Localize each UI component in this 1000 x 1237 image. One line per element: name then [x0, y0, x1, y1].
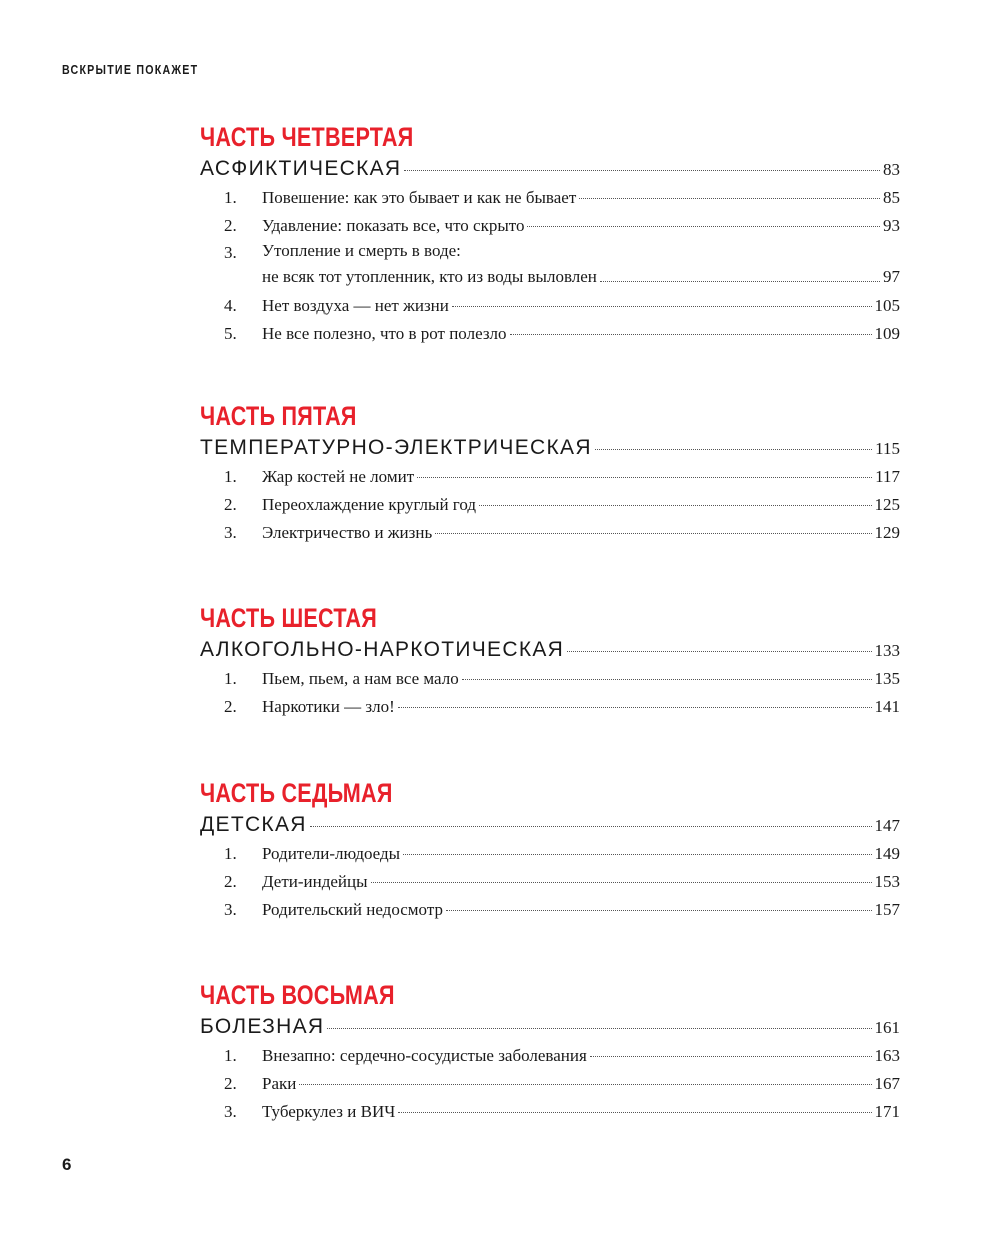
dot-leader — [398, 707, 872, 708]
toc-part — [200, 980, 900, 1126]
toc-chapter-entry[interactable] — [200, 665, 900, 693]
dot-leader — [435, 533, 871, 534]
chapter-number: 4. — [224, 296, 237, 315]
toc-chapter-entry[interactable] — [200, 1042, 900, 1070]
toc-section-entry[interactable] — [200, 810, 900, 840]
dot-leader — [510, 334, 872, 335]
chapter-title: Нет воздуха — нет жизни — [262, 296, 449, 315]
chapter-page-number: 97 — [883, 267, 900, 286]
toc-chapter-entry[interactable] — [200, 896, 900, 924]
toc-chapter-entry[interactable] — [200, 491, 900, 519]
part-label: ЧАСТЬ ЧЕТВЕРТАЯ — [200, 122, 414, 152]
part-label: ЧАСТЬ СЕДЬМАЯ — [200, 778, 393, 808]
page-number: 6 — [62, 1155, 72, 1174]
dot-leader — [590, 1056, 872, 1057]
toc-part — [200, 603, 900, 721]
section-title: АСФИКТИЧЕСКАЯ — [200, 157, 402, 180]
chapter-title — [262, 238, 597, 290]
chapter-number: 2. — [224, 495, 237, 514]
dot-leader — [371, 882, 872, 883]
chapter-number: 5. — [224, 324, 237, 343]
section-title: АЛКОГОЛЬНО-НАРКОТИЧЕСКАЯ — [200, 638, 565, 661]
part-label: ЧАСТЬ ВОСЬМАЯ — [200, 980, 395, 1010]
chapter-number: 1. — [224, 188, 237, 207]
section-page-number: 161 — [874, 1018, 900, 1037]
dot-leader — [479, 505, 871, 506]
section-page-number: 83 — [883, 160, 900, 179]
section-title: БОЛЕЗНАЯ — [200, 1015, 325, 1038]
toc-part — [200, 122, 900, 348]
dot-leader — [579, 198, 880, 199]
toc-chapter-entry[interactable] — [200, 292, 900, 320]
chapter-title: Раки — [262, 1074, 297, 1093]
toc-section-entry[interactable] — [200, 433, 900, 463]
dot-leader — [310, 826, 872, 827]
toc-chapter-entry[interactable] — [200, 320, 900, 348]
toc-section-entry[interactable] — [200, 635, 900, 665]
section-page-number: 133 — [874, 641, 900, 660]
chapter-page-number: 167 — [874, 1074, 900, 1093]
part-label: ЧАСТЬ ПЯТАЯ — [200, 401, 357, 431]
chapter-number: 3. — [224, 523, 237, 542]
toc-chapter-entry[interactable] — [200, 240, 900, 292]
chapter-title: Наркотики — зло! — [262, 697, 395, 716]
part-label: ЧАСТЬ ШЕСТАЯ — [200, 603, 378, 633]
dot-leader — [595, 449, 872, 450]
dot-leader — [452, 306, 872, 307]
chapter-page-number: 141 — [874, 697, 900, 716]
chapter-title: Пьем, пьем, а нам все мало — [262, 669, 459, 688]
chapter-title: Туберкулез и ВИЧ — [262, 1102, 396, 1121]
chapter-page-number: 109 — [874, 324, 900, 343]
chapter-number: 2. — [224, 872, 237, 891]
chapter-number: 2. — [224, 697, 237, 716]
chapter-number: 3. — [224, 1102, 237, 1121]
toc-section-entry[interactable] — [200, 1012, 900, 1042]
chapter-title: Не все полезно, что в рот полезло — [262, 324, 507, 343]
toc-section-entry[interactable] — [200, 154, 900, 184]
chapter-number: 2. — [224, 1074, 237, 1093]
dot-leader — [462, 679, 872, 680]
chapter-page-number: 93 — [883, 216, 900, 235]
toc-chapter-entry[interactable] — [200, 693, 900, 721]
section-title: ДЕТСКАЯ — [200, 813, 307, 836]
toc-chapter-entry[interactable] — [200, 184, 900, 212]
running-head: ВСКРЫТИЕ ПОКАЖЕТ — [62, 62, 199, 77]
toc-part — [200, 401, 900, 547]
toc-chapter-entry[interactable] — [200, 868, 900, 896]
chapter-page-number: 135 — [874, 669, 900, 688]
chapter-page-number: 117 — [875, 467, 900, 486]
section-page-number: 147 — [874, 816, 900, 835]
toc-chapter-entry[interactable] — [200, 840, 900, 868]
dot-leader — [404, 170, 880, 171]
toc-chapter-entry[interactable] — [200, 1070, 900, 1098]
dot-leader — [600, 281, 880, 282]
chapter-number: 2. — [224, 216, 237, 235]
dot-leader — [567, 651, 871, 652]
toc-chapter-entry[interactable] — [200, 212, 900, 240]
chapter-title: Внезапно: сердечно-сосудистые заболевания — [262, 1046, 587, 1065]
dot-leader — [403, 854, 871, 855]
chapter-title: Переохлаждение круглый год — [262, 495, 477, 514]
dot-leader — [327, 1028, 871, 1029]
chapter-title: Жар костей не ломит — [262, 467, 415, 486]
toc-part — [200, 778, 900, 924]
chapter-number: 3. — [224, 900, 237, 919]
chapter-number: 3. — [224, 243, 237, 262]
dot-leader — [446, 910, 872, 911]
chapter-page-number: 157 — [874, 900, 900, 919]
toc-chapter-entry[interactable] — [200, 1098, 900, 1126]
toc-chapter-entry[interactable] — [200, 519, 900, 547]
dot-leader — [299, 1084, 871, 1085]
chapter-number: 1. — [224, 844, 237, 863]
chapter-number: 1. — [224, 467, 237, 486]
chapter-page-number: 163 — [874, 1046, 900, 1065]
section-title: ТЕМПЕРАТУРНО-ЭЛЕКТРИЧЕСКАЯ — [200, 436, 592, 459]
chapter-title: Электричество и жизнь — [262, 523, 433, 542]
chapter-page-number: 85 — [883, 188, 900, 207]
chapter-title: Удавление: показать все, что скрыто — [262, 216, 525, 235]
chapter-page-number: 105 — [874, 296, 900, 315]
chapter-title: Родительский недосмотр — [262, 900, 443, 919]
chapter-page-number: 153 — [874, 872, 900, 891]
toc-chapter-entry[interactable] — [200, 463, 900, 491]
chapter-page-number: 171 — [874, 1102, 900, 1121]
chapter-page-number: 129 — [874, 523, 900, 542]
chapter-number: 1. — [224, 669, 237, 688]
section-page-number: 115 — [875, 439, 900, 458]
chapter-page-number: 125 — [874, 495, 900, 514]
dot-leader — [398, 1112, 871, 1113]
dot-leader — [527, 226, 880, 227]
chapter-title: Родители-людоеды — [262, 844, 401, 863]
chapter-number: 1. — [224, 1046, 237, 1065]
chapter-title: Дети-индейцы — [262, 872, 368, 891]
chapter-page-number: 149 — [874, 844, 900, 863]
dot-leader — [417, 477, 872, 478]
chapter-title-line: Утопление и смерть в воде: — [262, 241, 461, 260]
chapter-title-line: не всяк тот утопленник, кто из воды выловлен — [262, 267, 597, 286]
chapter-title: Повешение: как это бывает и как не бывает — [262, 188, 577, 207]
